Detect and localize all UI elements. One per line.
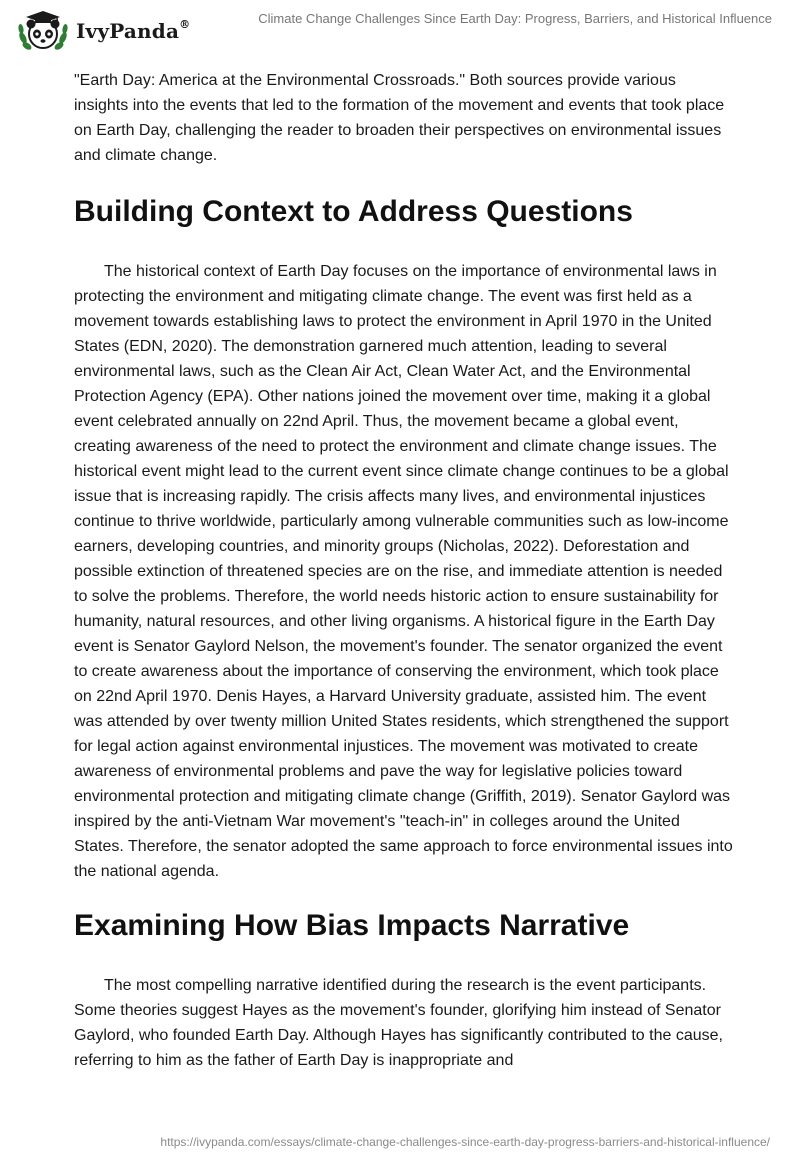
heading-examining-bias: Examining How Bias Impacts Narrative bbox=[74, 909, 630, 942]
logo-text: IvyPanda bbox=[76, 19, 180, 43]
heading-building-context: Building Context to Address Questions bbox=[74, 195, 633, 228]
page-header bbox=[0, 0, 800, 64]
panda-graduate-icon bbox=[16, 8, 70, 54]
logo-wordmark bbox=[76, 19, 190, 43]
intro-paragraph: "Earth Day: America at the Environmental Crossroads." Both sources provide various insights into the events that led to the formation of the movement and events that took place on Earth Day, challenging the reader to broaden their perspectives on environmental issues and climate change. bbox=[74, 72, 725, 164]
bias-paragraph: The most compelling narrative identified during the research is the event participants. Some theories suggest Hayes as the movement's founder, glorifying him instead of Senator Gaylord, who founded Earth Day. Although Hayes has significantly contributed to the cause, referring to him as the father of Earth Day is inappropriate and bbox=[74, 977, 723, 1069]
context-paragraph: The historical context of Earth Day focuses on the importance of environmental laws in protecting the environment and mitigating climate change. The event was first held as a movement towards establishing laws to protect the environment in April 1970 in the United States (EDN, 2020). The demonstration garnered much attention, leading to several environmental laws, such as the Clean Air Act, Clean Water Act, and the Environmental Protection Agency (EPA). Other nations joined the movement over time, making it a global event celebrated annually on 22nd April. Thus, the movement became a global event, creating awareness of the need to protect the environment and climate change issues. The historical event might lead to the current event since climate change continues to be a global issue that is increasing rapidly. The crisis affects many lives, and environmental injustices continue to thrive worldwide, particularly among vulnerable communities such as low-income earners, developing countries, and minority groups (Nicholas, 2022). Deforestation and possible extinction of threatened species are on the rise, and immediate attention is needed to solve the problems. Therefore, the world needs historic action to ensure sustainability for humanity, natural resources, and other living organisms. A historical figure in the Earth Day event is Senator Gaylord Nelson, the movement's founder. The senator organized the event to create awareness about the importance of conserving the environment, which took place on 22nd April 1970. Denis Hayes, a Harvard University graduate, assisted him. The event was attended by over twenty million United States residents, which strengthened the support for legal action against environmental injustices. The movement was motivated to create awareness of environmental problems and pave the way for legislative policies toward environmental protection and mitigating climate change (Griffith, 2019). Senator Gaylord was inspired by the anti-Vietnam War movement's "teach-in" in colleges around the United States. Therefore, the senator adopted the same approach to force environmental issues into the national agenda. bbox=[74, 263, 733, 880]
essay-content bbox=[74, 68, 734, 1073]
document-title: Climate Change Challenges Since Earth Day: Progress, Barriers, and Historical Influence bbox=[258, 11, 772, 26]
registered-mark: ® bbox=[179, 18, 191, 32]
source-url[interactable]: https://ivypanda.com/essays/climate-change-challenges-since-earth-day-progress-barriers-and-historical-influence/ bbox=[160, 1135, 770, 1149]
ivypanda-logo[interactable] bbox=[16, 8, 190, 54]
